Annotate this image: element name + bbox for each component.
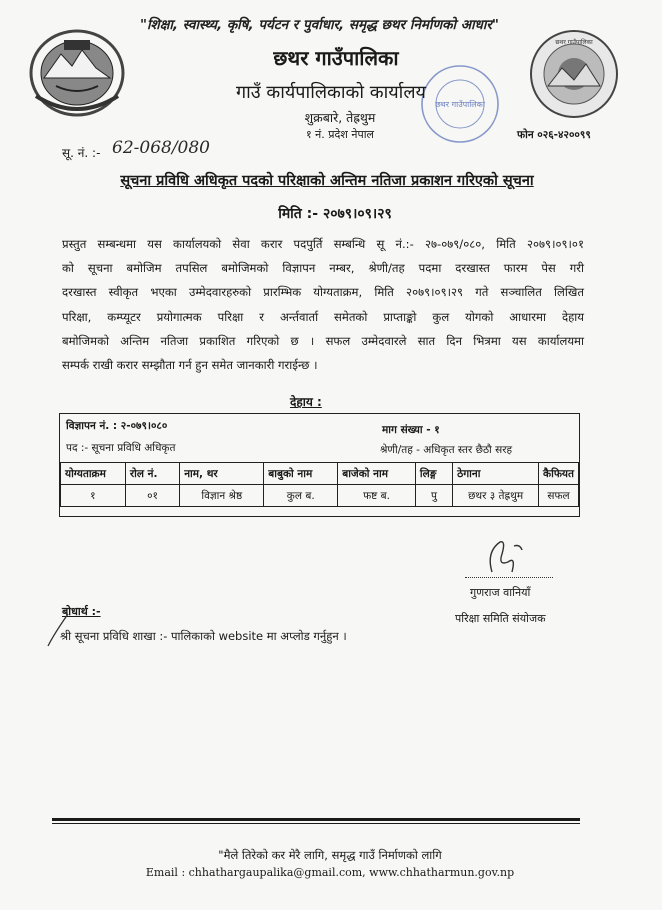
municipality-name: छथर गाउँपालिका [273, 46, 399, 70]
notice-title: सूचना प्रविधि अधिकृत पदको परिक्षाको अन्तिम नतिजा प्रकाशन गरिएको सूचना [120, 173, 534, 189]
cell-name: विज्ञान श्रेष्ठ [180, 485, 264, 507]
footer-divider-thin [52, 823, 580, 824]
cell-roll: ०१ [125, 485, 179, 507]
ad-number: विज्ञापन नं. : २-०७९।०८० [66, 420, 168, 432]
body-line: परिक्षा, कम्प्यूटर प्रयोगात्मक परिक्षा र अर्न्तवार्ता समेतको प्राप्ताङ्को कुल योगको आधारमा देहाय [62, 309, 584, 324]
cell-remarks: सफल [539, 485, 579, 507]
table-header-row [61, 463, 579, 485]
cell-address: छथर ३ तेह्रथुम [453, 485, 539, 507]
post-level: श्रेणी/तह - अधिकृत स्तर छैठौ सरह [380, 444, 513, 456]
body-line: बमोजिमको अन्तिम नतिजा प्रकाशित गरिएको छ । सफल उम्मेदवारले सात दिन भित्रमा यस कार्यालयमा [62, 333, 584, 348]
notice-body [62, 232, 584, 377]
notice-date: मिति :- २०७९।०९।२९ [278, 206, 392, 222]
col-rank: योग्यताक्रम [61, 463, 126, 485]
cell-gender: पु [415, 485, 452, 507]
cell-grandfather: फष्ट ब. [338, 485, 416, 507]
table-row [61, 485, 579, 507]
logo-lettering: छथर गाउँपालिका [555, 39, 593, 46]
municipality-logo-icon [528, 28, 620, 120]
signer-name: गुणराज वानियाँ [470, 586, 531, 599]
body-line: को सूचना बमोजिम तपसिल बमोजिमको विज्ञापन नम्बर, श्रेणी/तह पदमा दरखास्त फारम पेस गरी [62, 261, 584, 276]
stamp-lettering: छथर गाउँपालिका [435, 100, 485, 109]
result-section [59, 413, 580, 517]
phone-number: फोन ०२६-४२००९९ [517, 129, 591, 141]
body-line: दरखास्त स्वीकृत भएका उम्मेदवारहरुको प्रारम्भिक योग्यताक्रम, मिति २०७९।०९।२९ गते सञ्चालित लिखित [62, 285, 584, 300]
col-roll: रोल नं. [125, 463, 179, 485]
cell-rank: १ [61, 485, 126, 507]
signer-role: परिक्षा समिति संयोजक [455, 612, 546, 625]
demand-count: माग संख्या - १ [382, 424, 440, 436]
cc-text: श्री सूचना प्रविधि शाखा :- पालिकाको website मा अप्लोड गर्नुहुन । [60, 629, 347, 643]
signature-icon [472, 532, 532, 582]
body-line: सम्पर्क राखी करार सम्झौता गर्न हुन समेत जानकारी गराईन्छ । [62, 358, 318, 373]
footer-quote: "मैले तिरेको कर मेरै लागि, समृद्ध गाउँ निर्माणको लागि [218, 848, 442, 862]
footer-contact: Email : chhathargaupalika@gmail.com, www.chhatharmun.gov.np [145, 866, 515, 879]
header-slogan: "शिक्षा, स्वास्थ्य, कृषि, पर्यटन र पुर्वाधार, समृद्ध छथर निर्माणको आधार" [140, 17, 499, 33]
cell-father: कुल ब. [264, 485, 338, 507]
province-name: १ नं. प्रदेश नेपाल [305, 128, 375, 141]
office-location: शुक्रबारे, तेह्रथुम [304, 110, 376, 125]
office-name: गाउँ कार्यपालिकाको कार्यालय [236, 82, 426, 103]
dehaya-heading: देहाय : [290, 395, 322, 409]
post-name: पद :- सूचना प्रविधि अधिकृत [66, 442, 176, 454]
col-name: नाम, थर [180, 463, 264, 485]
nepal-emblem-icon [26, 26, 128, 120]
col-grandfather: बाजेको नाम [338, 463, 416, 485]
col-father: बाबुको नाम [264, 463, 338, 485]
col-remarks: कैफियत [539, 463, 579, 485]
col-address: ठेगाना [453, 463, 539, 485]
body-line: प्रस्तुत सम्बन्धमा यस कार्यालयको सेवा करार पदपुर्ति सम्बन्धि सू नं.:- २७-०७९/०८०, मिति २०७९।०९।०१ [62, 237, 584, 251]
reference-label: सू. नं. :- [62, 146, 101, 160]
results-table [60, 462, 579, 507]
reference-number: 62-068/080 [112, 138, 210, 158]
cc-label: बोधार्थ :- [62, 605, 101, 618]
footer-divider [52, 818, 580, 821]
col-gender: लिङ्ग [415, 463, 452, 485]
signature-line [465, 577, 553, 578]
